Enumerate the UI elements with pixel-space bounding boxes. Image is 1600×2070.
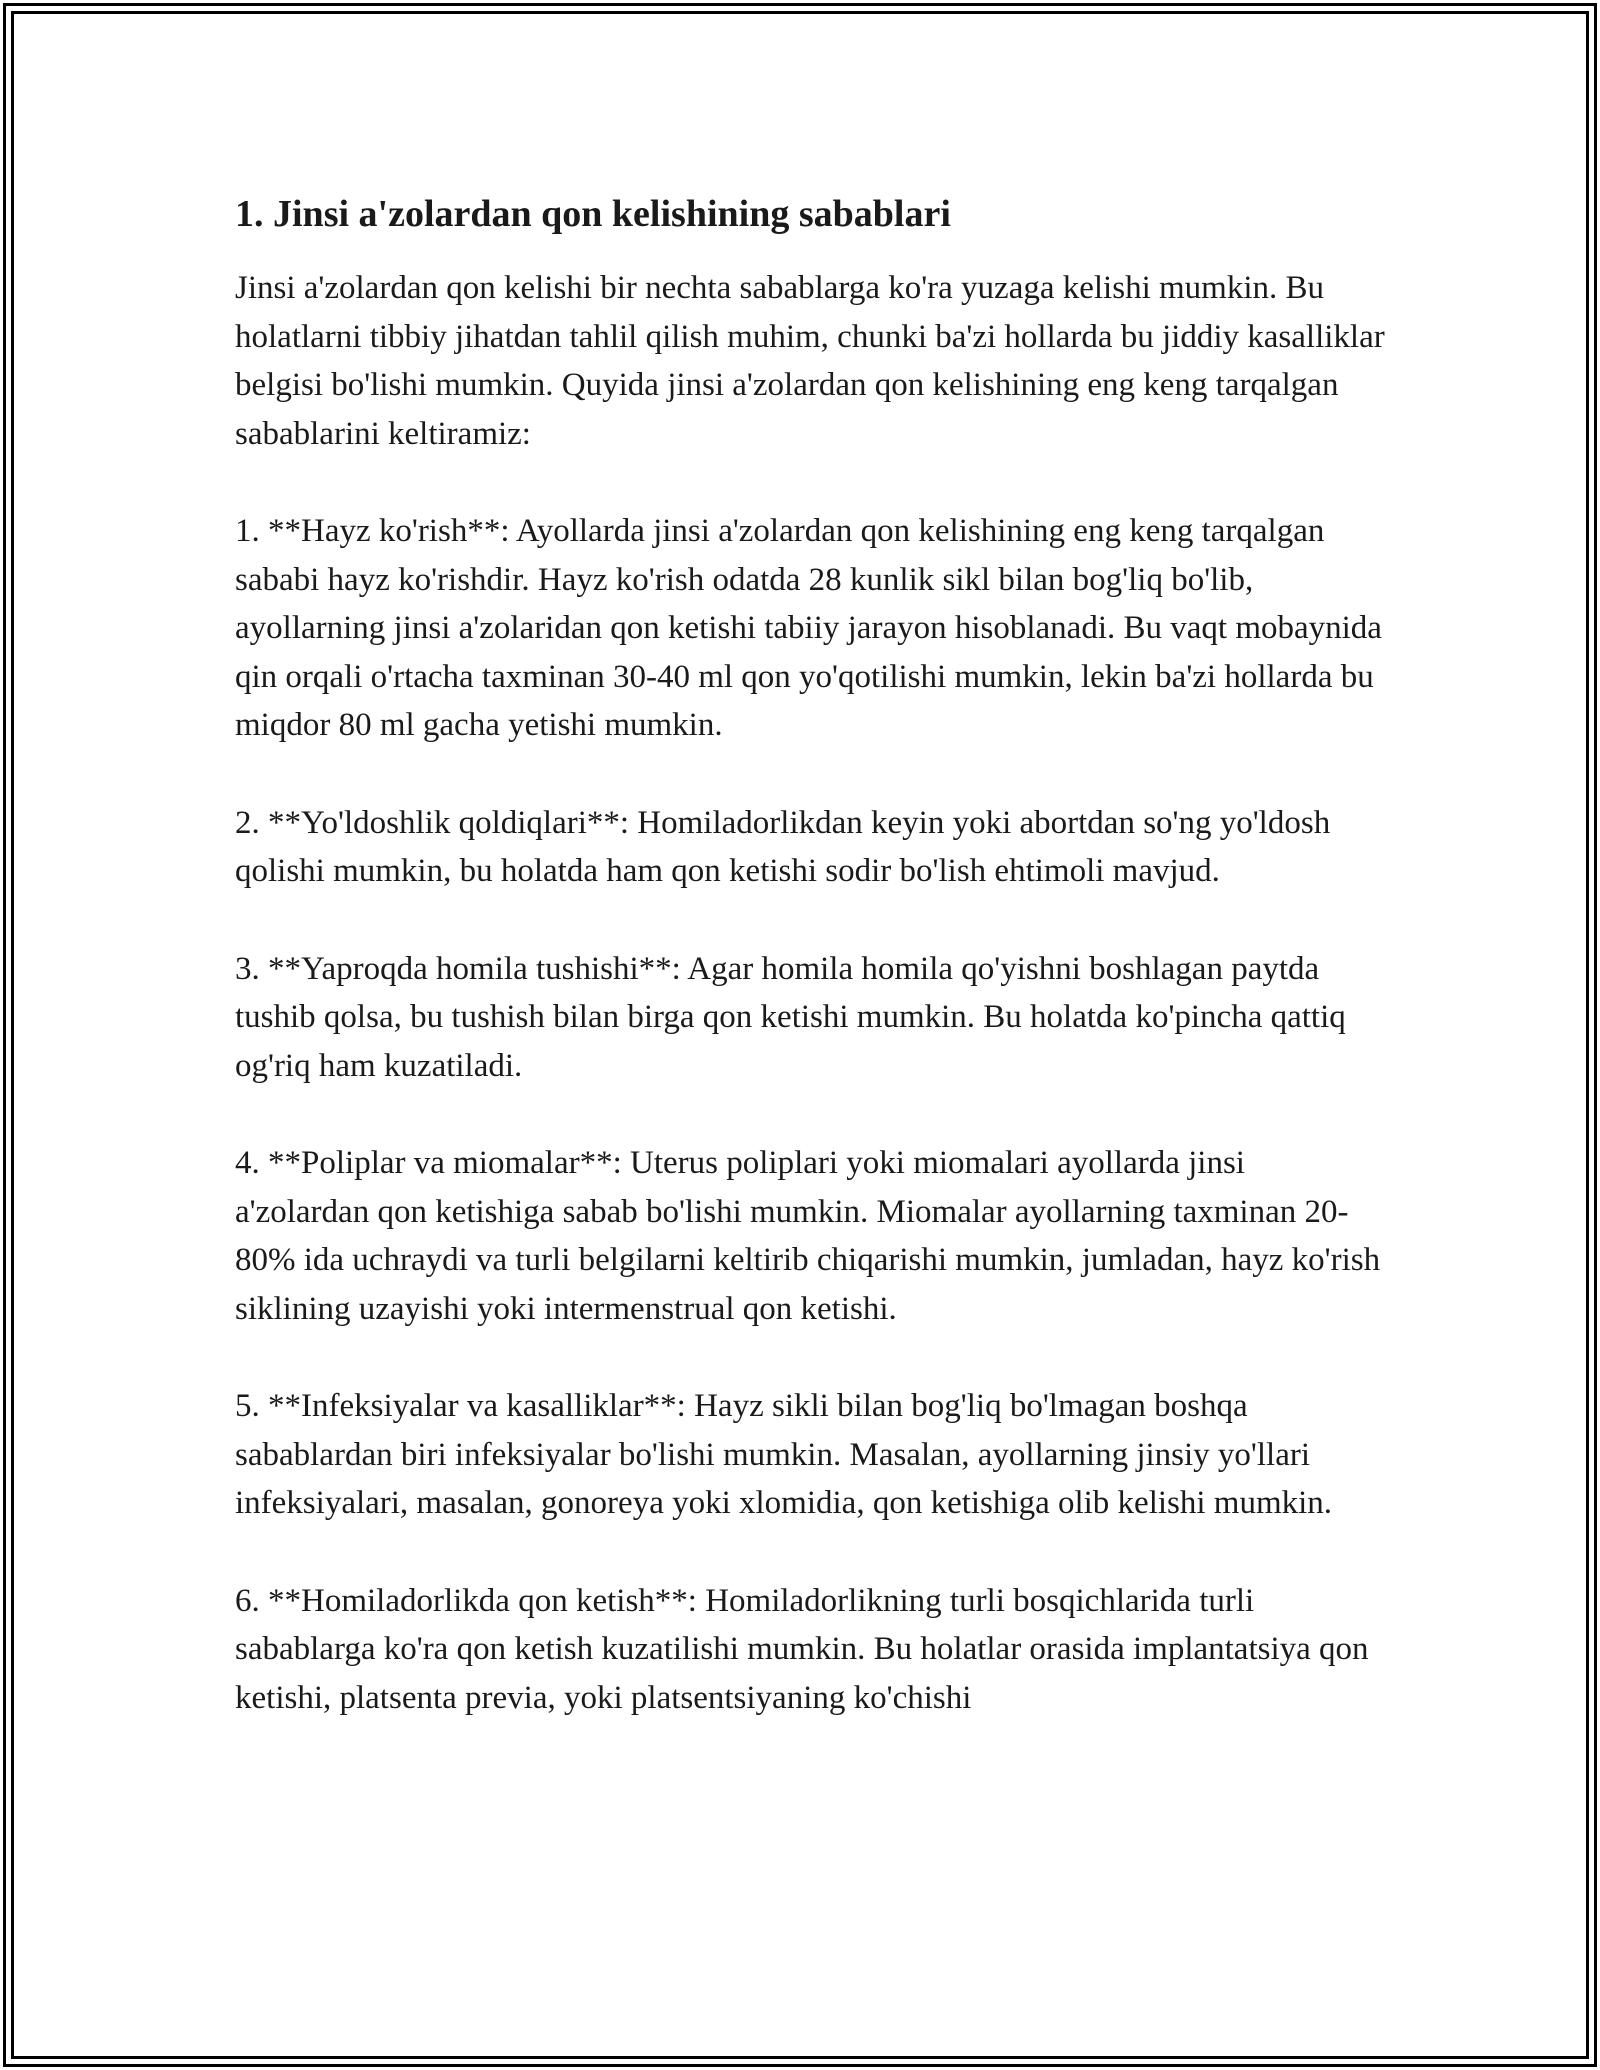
- paragraph-item-4: 4. **Poliplar va miomalar**: Uterus poliplari yoki miomalari ayollarda jinsi a'zolardan qon ketishiga sabab bo'lishi mumkin. Miomalar ayollarning taxminan 20-80% ida uchraydi va turli belgilarni keltirib chiqarishi mumkin, jumladan, hayz ko'rish siklining uzayishi yoki intermenstrual qon ketishi.: [235, 1145, 1381, 1327]
- document-title: 1. Jinsi a'zolardan qon kelishining sabablari: [235, 193, 951, 235]
- document-body: [235, 188, 1385, 1771]
- paragraph-item-1: 1. **Hayz ko'rish**: Ayollarda jinsi a'zolardan qon kelishining eng keng tarqalgan sababi hayz ko'rishdir. Hayz ko'rish odatda 28 kunlik sikl bilan bog'liq bo'lib, ayollarning jinsi a'zolaridan qon ketishi tabiiy jarayon hisoblanadi. Bu vaqt mobaynida qin orqali o'rtacha taxminan 30-40 ml qon yo'qotilishi mumkin, lekin ba'zi hollarda bu miqdor 80 ml gacha yetishi mumkin.: [235, 513, 1382, 743]
- paragraph-item-6: 6. **Homiladorlikda qon ketish**: Homiladorlikning turli bosqichlarida turli sabablarga ko'ra qon ketish kuzatilishi mumkin. Bu holatlar orasida implantatsiya qon ketishi, platsenta previa, yoki platsentsiyaning ko'chishi: [235, 1582, 1369, 1716]
- paragraph-intro: Jinsi a'zolardan qon kelishi bir nechta sabablarga ko'ra yuzaga kelishi mumkin. Bu holatlarni tibbiy jihatdan tahlil qilish muhim, chunki ba'zi hollarda bu jiddiy kasalliklar belgisi bo'lishi mumkin. Quyida jinsi a'zolardan qon kelishining eng keng tarqalgan sabablarini keltiramiz:: [235, 270, 1385, 452]
- paragraph-item-3: 3. **Yaproqda homila tushishi**: Agar homila homila qo'yishni boshlagan paytda tushib qolsa, bu tushish bilan birga qon ketishi mumkin. Bu holatda ko'pincha qattiq og'riq ham kuzatiladi.: [235, 950, 1346, 1084]
- paragraph-item-5: 5. **Infeksiyalar va kasalliklar**: Hayz sikli bilan bog'liq bo'lmagan boshqa sabablardan biri infeksiyalar bo'lishi mumkin. Masalan, ayollarning jinsiy yo'llari infeksiyalari, masalan, gonoreya yoki xlomidia, qon ketishiga olib kelishi mumkin.: [235, 1388, 1333, 1521]
- paragraph-item-2: 2. **Yo'ldoshlik qoldiqlari**: Homiladorlikdan keyin yoki abortdan so'ng yo'ldosh qolishi mumkin, bu holatda ham qon ketishi sodir bo'lish ehtimoli mavjud.: [235, 804, 1331, 889]
